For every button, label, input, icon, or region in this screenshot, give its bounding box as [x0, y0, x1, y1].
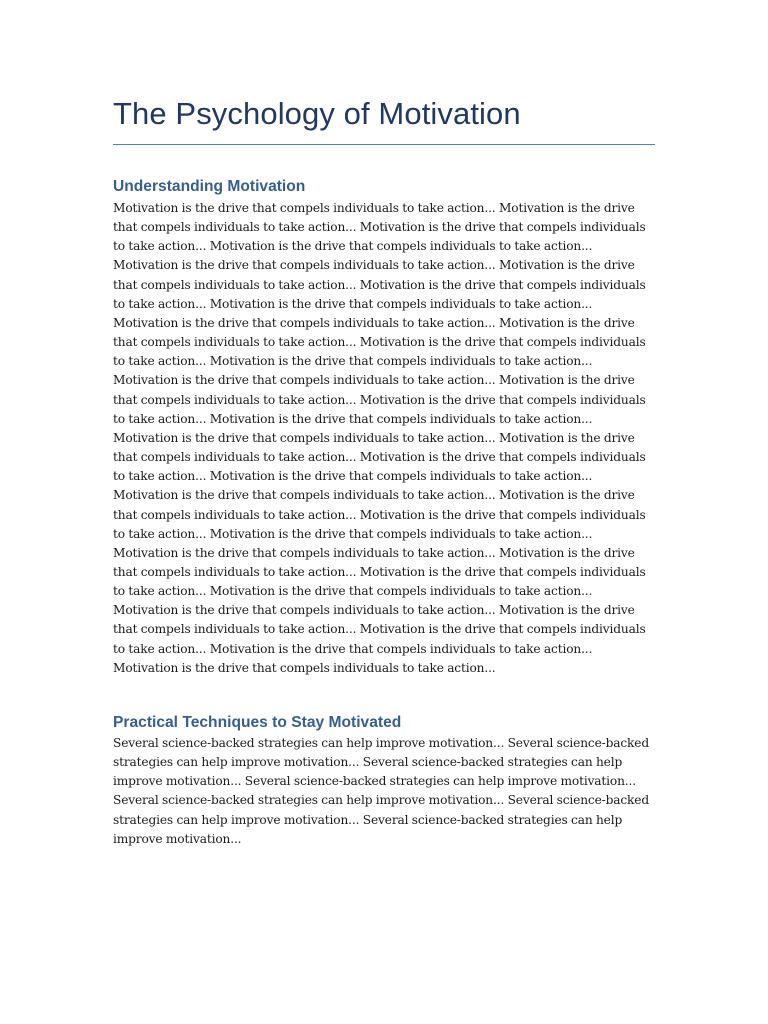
section-understanding-motivation: [113, 176, 655, 678]
title-underline-divider: [113, 144, 655, 145]
section-practical-techniques: [113, 712, 655, 849]
document-title: The Psychology of Motivation: [113, 96, 521, 131]
section-heading: Understanding Motivation: [113, 178, 306, 195]
section-paragraph: Motivation is the drive that compels individuals to take action... Motivation is the drive that compels individuals to take action... Motivation is the drive that compels individuals to take action... Motivation is the drive that compels individuals to take action... Motivation is the drive that compels individuals to take action... Motivation is the drive that compels individuals to take action... Motivation is the drive that compels individuals to take action... Motivation is the drive that compels individuals to take action... Motivation is the drive that compels individuals to take action... Motivation is the drive that compels individuals to take action... Motivation is the drive that compels individuals to take action... Motivation is the drive that compels individuals to take action... Motivation is the drive that compels individuals to take action... Motivation is the drive that compels individuals to take action... Motivation is the drive that compels individuals to take action... Motivation is the drive that compels individuals to take action... Motivation is the drive that compels individuals to take action... Motivation is the drive that compels individuals to take action... Motivation is the drive that compels individuals to take action... Motivation is the drive that compels individuals to take action... Motivation is the drive that compels individuals to take action... Motivation is the drive that compels individuals to take action... Motivation is the drive that compels individuals to take action... Motivation is the drive that compels individuals to take action... Motivation is the drive that compels individuals to take action... Motivation is the drive that compels individuals to take action... Motivation is the drive that compels individuals to take action... Motivation is the drive that compels individuals to take action... Motivation is the drive that compels individuals to take action... Motivation is the drive that compels individuals to take action... Motivation is the drive that compels individuals to take action... Motivation is the drive that compels individuals to take action... Motivation is the drive that compels individuals to take action...: [113, 201, 646, 675]
section-paragraph: Several science-backed strategies can help improve motivation... Several science-backed strategies can help improve motivation... Several science-backed strategies can help improve motivation... Several science-backed strategies can help improve motivation... Several science-backed strategies can help improve motivation... Several science-backed strategies can help improve motivation... Several science-backed strategies can help improve motivation...: [113, 735, 650, 846]
document-content: [113, 92, 655, 849]
section-heading: Practical Techniques to Stay Motivated: [113, 713, 402, 731]
